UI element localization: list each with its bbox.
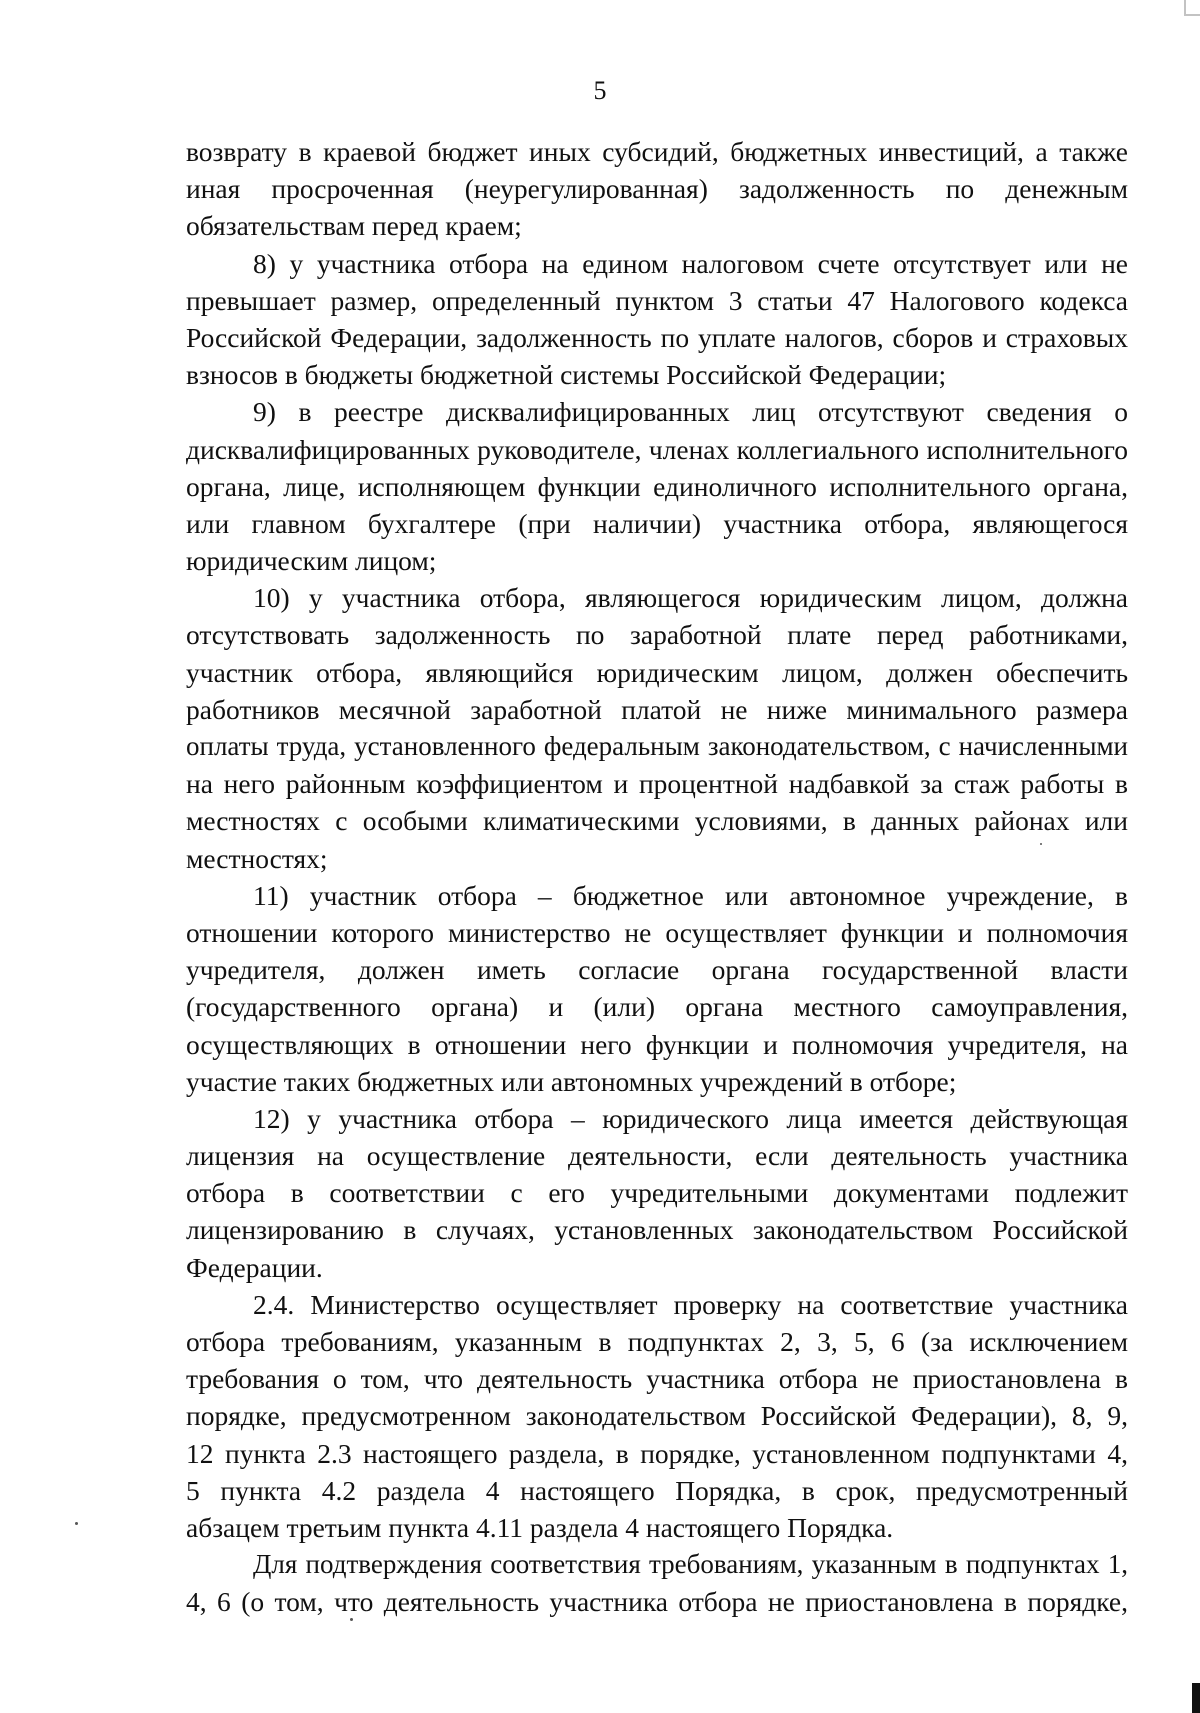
text-line: 9) в реестре дисквалифицированных лиц отсутствуют сведения о — [253, 396, 1128, 428]
text-line: осуществляющих в отношении него функции и полномочия учредителя, на — [186, 1028, 1128, 1060]
text-line: участник отбора, являющийся юридическим лицом, должен обеспечить — [186, 656, 1128, 688]
text-line: оплаты труда, установленного федеральным законодательством, с начисленными — [186, 731, 1128, 761]
text-line: учредителя, должен иметь согласие органа государственной власти — [186, 954, 1128, 986]
text-line: 12 пункта 2.3 настоящего раздела, в порядке, установленном подпунктами 4, — [186, 1437, 1128, 1469]
text-line: местностях; — [186, 842, 328, 874]
text-line: превышает размер, определенный пунктом 3 статьи 47 Налогового кодекса — [186, 284, 1128, 316]
text-line: местностях с особыми климатическими условиями, в данных районах или — [186, 805, 1128, 837]
scan-speck — [1040, 843, 1042, 845]
text-line: (государственного органа) и (или) органа местного самоуправления, — [186, 991, 1128, 1023]
text-line: 4, 6 (о том, что деятельность участника отбора не приостановлена в порядке, — [186, 1586, 1128, 1618]
text-line: работников месячной заработной платой не ниже минимального размера — [186, 693, 1128, 725]
text-line: возврату в краевой бюджет иных субсидий, бюджетных инвестиций, а также — [186, 136, 1128, 167]
scan-edge-mark — [1184, 0, 1200, 16]
text-line: лицензированию в случаях, установленных законодательством Российской — [186, 1214, 1128, 1246]
text-line: обязательствам перед краем; — [186, 210, 522, 242]
text-line: органа, лице, исполняющем функции единоличного исполнительного органа, — [186, 470, 1128, 502]
text-line: на него районным коэффициентом и процентной надбавкой за стаж работы в — [186, 768, 1128, 800]
text-line: отбора требованиям, указанным в подпунктах 2, 3, 5, 6 (за исключением — [186, 1326, 1128, 1357]
text-line: отсутствовать задолженность по заработной плате перед работниками, — [186, 619, 1128, 651]
text-line: 5 пункта 4.2 раздела 4 настоящего Порядка, в срок, предусмотренный — [186, 1474, 1128, 1506]
text-line: абзацем третьим пункта 4.11 раздела 4 настоящего Порядка. — [186, 1511, 894, 1543]
text-line: отношении которого министерство не осуществляет функции и полномочия — [186, 916, 1128, 948]
text-line: порядке, предусмотренном законодательством Российской Федерации), 8, 9, — [186, 1400, 1128, 1432]
text-line: требования о том, что деятельность участника отбора не приостановлена в — [186, 1363, 1128, 1395]
text-line: Для подтверждения соответствия требованиям, указанным в подпунктах 1, — [253, 1549, 1128, 1580]
scan-speck — [75, 1522, 78, 1525]
scan-speck — [350, 1618, 353, 1621]
text-line: 12) у участника отбора – юридического лица имеется действующая — [253, 1102, 1128, 1134]
text-line: 11) участник отбора – бюджетное или автономное учреждение, в — [253, 879, 1128, 911]
text-line: участие таких бюджетных или автономных учреждений в отборе; — [186, 1065, 957, 1097]
text-line: лицензия на осуществление деятельности, если деятельность участника — [186, 1140, 1128, 1172]
text-line: юридическим лицом; — [186, 545, 437, 577]
document-body — [186, 133, 1128, 1621]
scan-edge-mark — [1192, 1683, 1200, 1713]
text-line: 10) у участника отбора, являющегося юридическим лицом, должна — [253, 582, 1128, 614]
text-line: иная просроченная (неурегулированная) задолженность по денежным — [186, 173, 1128, 205]
text-line: дисквалифицированных руководителе, членах коллегиального исполнительного — [186, 433, 1128, 465]
text-line: взносов в бюджеты бюджетной системы Российской Федерации; — [186, 359, 947, 391]
text-line: Российской Федерации, задолженность по уплате налогов, сборов и страховых — [186, 321, 1128, 353]
text-line: Федерации. — [186, 1251, 323, 1283]
text-line: 2.4. Министерство осуществляет проверку на соответствие участника — [253, 1288, 1128, 1320]
text-line: отбора в соответствии с его учредительными документами подлежит — [186, 1177, 1128, 1209]
text-line: или главном бухгалтере (при наличии) участника отбора, являющегося — [186, 507, 1128, 539]
page-number: 5 — [593, 76, 607, 105]
text-line: 8) у участника отбора на едином налоговом счете отсутствует или не — [253, 247, 1128, 279]
